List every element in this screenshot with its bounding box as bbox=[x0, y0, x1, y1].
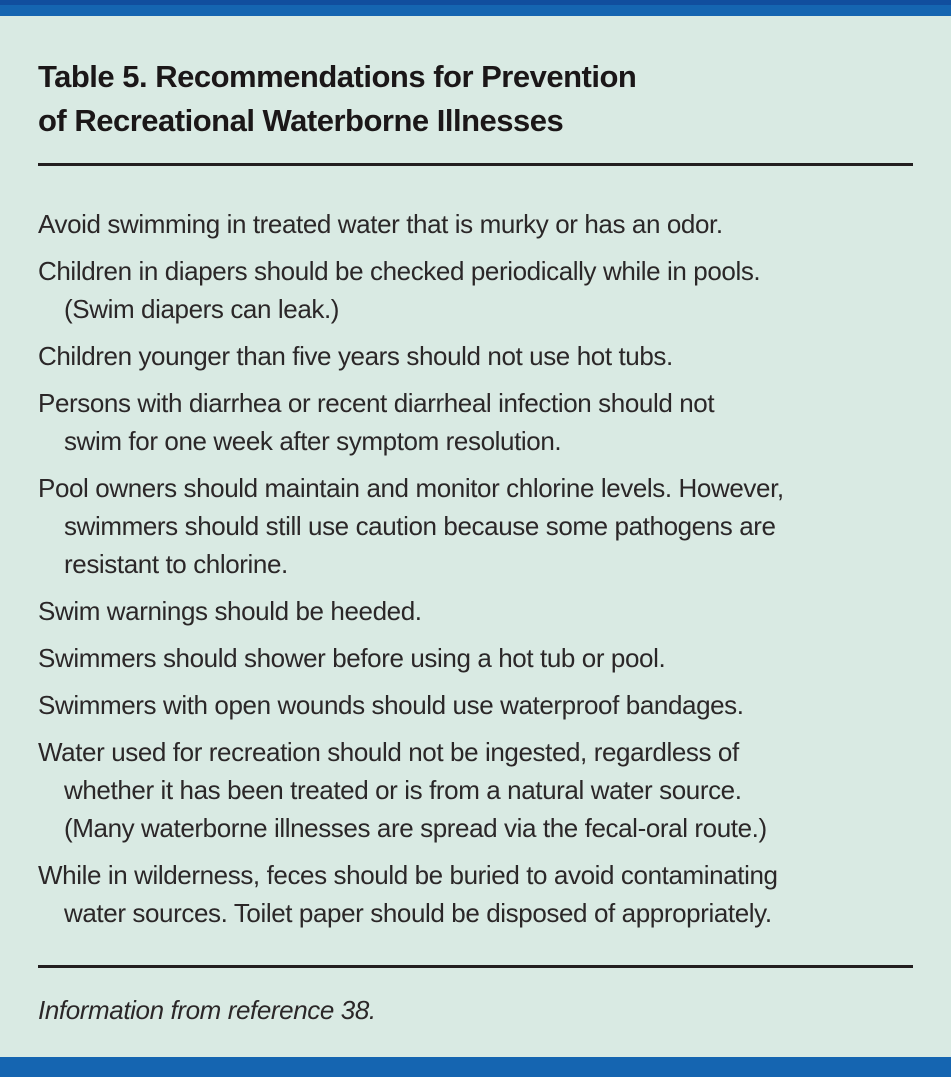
recommendation-line: Pool owners should maintain and monitor chlorine levels. However, bbox=[38, 473, 784, 503]
recommendation-item bbox=[38, 252, 913, 328]
recommendation-item bbox=[38, 733, 913, 847]
recommendation-line: (Many waterborne illnesses are spread via the fecal-oral route.) bbox=[64, 813, 767, 843]
recommendation-line: While in wilderness, feces should be buried to avoid contaminating bbox=[38, 860, 778, 890]
bottom-accent-bar bbox=[0, 1057, 951, 1077]
recommendation-line: Avoid swimming in treated water that is murky or has an odor. bbox=[38, 209, 723, 239]
top-accent-bar bbox=[0, 0, 951, 16]
source-footnote: Information from reference 38. bbox=[38, 995, 376, 1025]
recommendation-item bbox=[38, 686, 913, 724]
recommendation-line: (Swim diapers can leak.) bbox=[64, 294, 340, 324]
divider-bottom bbox=[38, 965, 913, 968]
table-title bbox=[38, 55, 913, 143]
recommendation-item bbox=[38, 337, 913, 375]
recommendation-line: Children in diapers should be checked periodically while in pools. bbox=[38, 256, 761, 286]
recommendation-item bbox=[38, 205, 913, 243]
recommendation-line: Swimmers with open wounds should use waterproof bandages. bbox=[38, 690, 744, 720]
recommendation-line: Swim warnings should be heeded. bbox=[38, 596, 422, 626]
recommendation-line: swim for one week after symptom resolution. bbox=[64, 426, 562, 456]
recommendation-line: Swimmers should shower before using a hot tub or pool. bbox=[38, 643, 666, 673]
recommendation-list bbox=[38, 205, 913, 932]
recommendation-item bbox=[38, 592, 913, 630]
recommendation-line: resistant to chlorine. bbox=[64, 549, 288, 579]
recommendation-line: water sources. Toilet paper should be disposed of appropriately. bbox=[64, 898, 772, 928]
table-title-line-2: of Recreational Waterborne Illnesses bbox=[38, 103, 564, 138]
table-content bbox=[0, 16, 951, 1057]
recommendation-item bbox=[38, 856, 913, 932]
divider-top bbox=[38, 163, 913, 166]
recommendation-item bbox=[38, 469, 913, 583]
recommendation-item bbox=[38, 639, 913, 677]
recommendation-line: whether it has been treated or is from a natural water source. bbox=[64, 775, 742, 805]
recommendation-line: swimmers should still use caution because some pathogens are bbox=[64, 511, 776, 541]
recommendation-line: Water used for recreation should not be ingested, regardless of bbox=[38, 737, 739, 767]
table-title-line-1: Table 5. Recommendations for Prevention bbox=[38, 59, 637, 94]
recommendation-item bbox=[38, 384, 913, 460]
recommendation-line: Children younger than five years should not use hot tubs. bbox=[38, 341, 673, 371]
recommendation-line: Persons with diarrhea or recent diarrheal infection should not bbox=[38, 388, 715, 418]
